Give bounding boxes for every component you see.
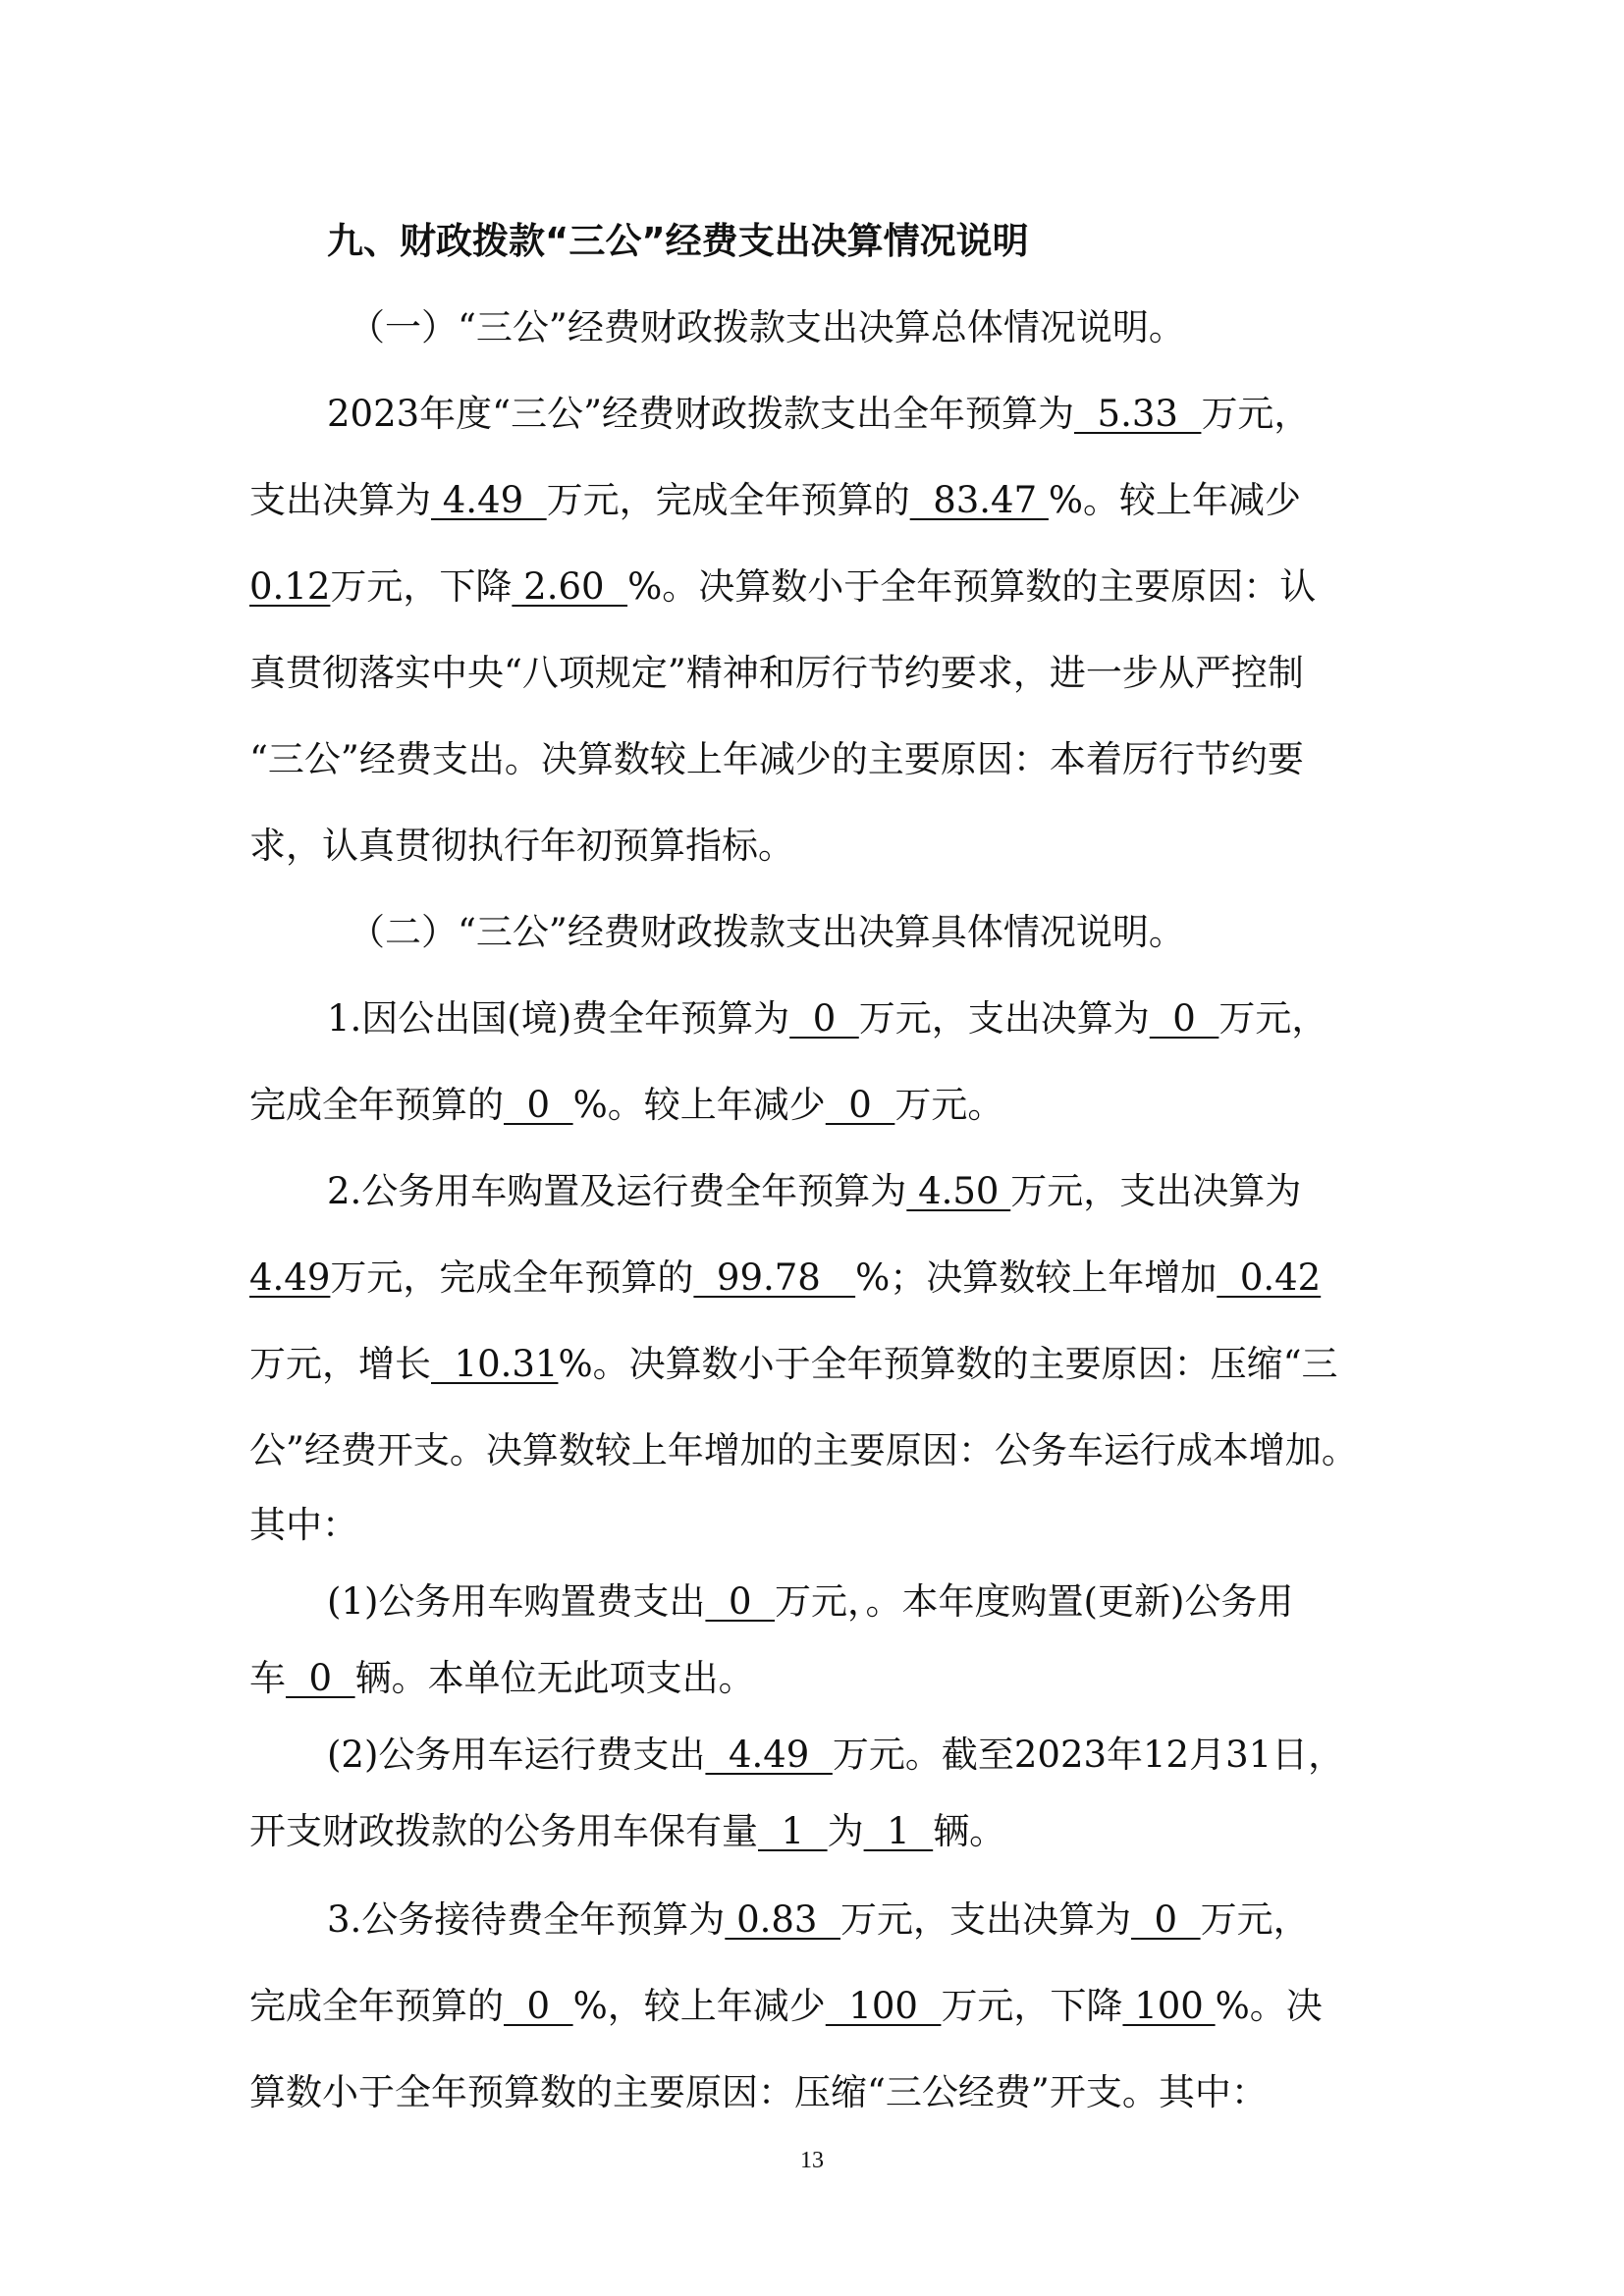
item-2-1-line-2: 车 0 辆。本单位无此项支出。 (249, 1657, 755, 1699)
section-heading: 九、财政拨款“三公”经费支出决算情况说明 (327, 220, 1029, 262)
completion-rate: 83.47 (909, 479, 1049, 521)
item-3-line-3: 算数小于全年预算数的主要原因：压缩“三公经费”开支。其中： (249, 2071, 1268, 2113)
item-2-line-2: 4.49万元，完成全年预算的 99.78 %；决算数较上年增加 0.42 (249, 1256, 1322, 1299)
item-2-line-4: 公”经费开支。决算数较上年增加的主要原因：公务车运行成本增加。 (249, 1429, 1358, 1471)
actual-value: 4.49 (431, 479, 547, 521)
item-2-2-line-2: 开支财政拨款的公务用车保有量 1 为 1 辆。 (249, 1810, 1006, 1852)
decrease-value: 0.12 (249, 565, 331, 608)
item-3-line-1: 3.公务接待费全年预算为 0.83 万元，支出决算为 0 万元， (327, 1898, 1310, 1941)
item-3-line-2: 完成全年预算的 0 %，较上年减少 100 万元，下降 100 %。决 (249, 1985, 1323, 2027)
paragraph-1-line-3: 0.12万元，下降 2.60 %。决算数小于全年预算数的主要原因：认 (249, 565, 1317, 608)
budget-value: 5.33 (1074, 393, 1202, 435)
item-1-line-1: 1.因公出国(境)费全年预算为 0 万元，支出决算为 0 万元， (327, 997, 1328, 1040)
subsection-title-1: （一）“三公”经费财政拨款支出决算总体情况说明。 (349, 306, 1185, 348)
item-1-line-2: 完成全年预算的 0 %。较上年减少 0 万元。 (249, 1084, 1004, 1126)
subsection-title-2: （二）“三公”经费财政拨款支出决算具体情况说明。 (349, 911, 1185, 953)
decrease-rate: 2.60 (512, 565, 628, 608)
item-2-line-5: 其中： (249, 1504, 358, 1546)
item-2-2-line-1: (2)公务用车运行费支出 4.49 万元。截至2023年12月31日， (327, 1734, 1345, 1776)
paragraph-1-line-5: “三公”经费支出。决算数较上年减少的主要原因：本着厉行节约要 (249, 738, 1304, 780)
page-number: 13 (800, 2148, 824, 2173)
item-2-1-line-1: (1)公务用车购置费支出 0 万元，。本年度购置(更新)公务用 (327, 1580, 1294, 1623)
item-2-line-3: 万元，增长 10.31%。决算数小于全年预算数的主要原因：压缩“三 (249, 1343, 1338, 1385)
paragraph-1-line-6: 求，认真贯彻执行年初预算指标。 (249, 825, 794, 867)
paragraph-1-line-2: 支出决算为 4.49 万元，完成全年预算的 83.47 %。较上年减少 (249, 479, 1302, 521)
paragraph-1-line-4: 真贯彻落实中央“八项规定”精神和厉行节约要求，进一步从严控制 (249, 652, 1304, 694)
item-2-line-1: 2.公务用车购置及运行费全年预算为 4.50 万元，支出决算为 (327, 1170, 1302, 1212)
paragraph-1-line-1: 2023年度“三公”经费财政拨款支出全年预算为 5.33 万元， (327, 393, 1311, 435)
